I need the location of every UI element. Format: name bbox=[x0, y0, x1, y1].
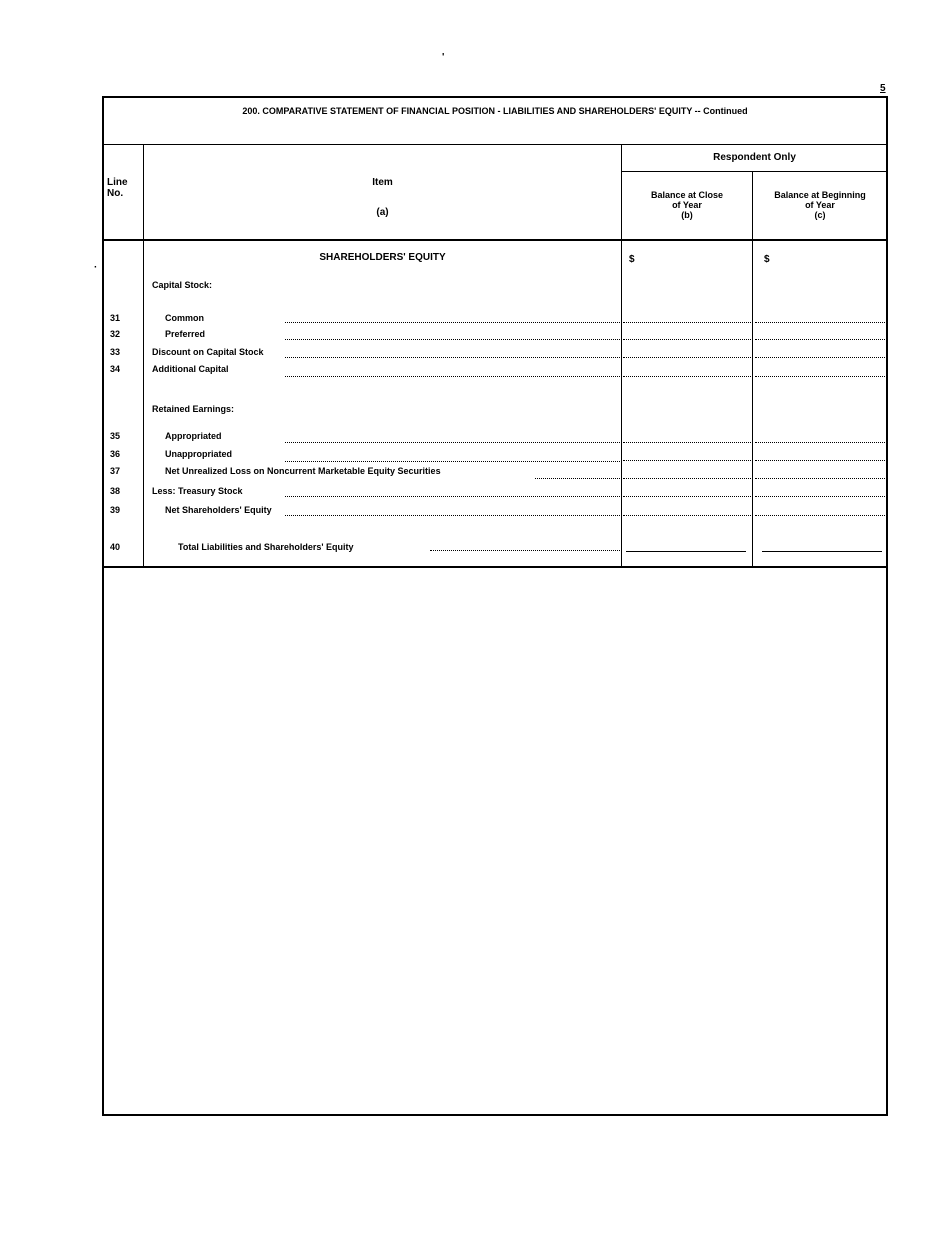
leader-dots bbox=[285, 461, 620, 462]
amount-c-field[interactable] bbox=[755, 442, 885, 443]
line-number: 33 bbox=[110, 347, 121, 357]
currency-b: $ bbox=[629, 254, 635, 265]
respondent-rule bbox=[622, 171, 887, 172]
line-number: 32 bbox=[110, 329, 121, 339]
amount-c-field[interactable] bbox=[755, 460, 885, 461]
amount-c-field[interactable] bbox=[755, 357, 885, 358]
leader-dots bbox=[285, 515, 620, 516]
line-number: 40 bbox=[110, 542, 121, 552]
line-number: 34 bbox=[110, 364, 121, 374]
header-bottom-rule bbox=[103, 239, 887, 241]
item-header: Item bbox=[372, 177, 393, 188]
col-b-code: (b) bbox=[681, 210, 693, 220]
amount-c-field[interactable] bbox=[755, 478, 885, 479]
line-number: 39 bbox=[110, 505, 121, 515]
amount-b-field[interactable] bbox=[623, 478, 751, 479]
col-c-code: (c) bbox=[814, 210, 826, 220]
line-label: Line bbox=[107, 177, 128, 188]
amount-c-field[interactable] bbox=[755, 496, 885, 497]
row-label: Discount on Capital Stock bbox=[152, 347, 264, 357]
amount-b-field[interactable] bbox=[623, 515, 751, 516]
total-b-field[interactable] bbox=[626, 551, 746, 552]
line-number: 38 bbox=[110, 486, 121, 496]
amount-b-field[interactable] bbox=[623, 460, 751, 461]
table-bottom-rule bbox=[103, 566, 887, 568]
row-label: Net Shareholders' Equity bbox=[165, 505, 272, 515]
amount-c-field[interactable] bbox=[755, 515, 885, 516]
stray-dot: · bbox=[94, 262, 98, 273]
currency-c: $ bbox=[764, 254, 770, 265]
form-frame bbox=[102, 96, 888, 1116]
col-c-header bbox=[753, 190, 887, 220]
section-title: SHAREHOLDERS' EQUITY bbox=[319, 252, 446, 263]
total-c-field[interactable] bbox=[762, 551, 882, 552]
row-label: Preferred bbox=[165, 329, 206, 339]
leader-dots bbox=[285, 376, 620, 377]
row-label: Total Liabilities and Shareholders' Equity bbox=[178, 542, 354, 552]
col-c-header-line1: Balance at Beginning bbox=[774, 190, 866, 200]
row-label: Common bbox=[165, 313, 204, 323]
page-number: 5 bbox=[880, 83, 886, 94]
retained-earnings-heading: Retained Earnings: bbox=[152, 404, 235, 414]
line-number: 37 bbox=[110, 466, 121, 476]
amount-b-field[interactable] bbox=[623, 376, 751, 377]
line-number: 36 bbox=[110, 449, 121, 459]
leader-dots bbox=[285, 442, 620, 443]
row-label: Additional Capital bbox=[152, 364, 229, 374]
col-b-header bbox=[622, 190, 752, 220]
amount-b-field[interactable] bbox=[623, 322, 751, 323]
amount-c-field[interactable] bbox=[755, 376, 885, 377]
item-code: (a) bbox=[376, 207, 389, 218]
col-b-header-line2: of Year bbox=[672, 200, 702, 210]
no-label: No. bbox=[107, 188, 124, 199]
leader-dots bbox=[285, 357, 620, 358]
header-top-rule bbox=[103, 144, 887, 145]
amount-c-field[interactable] bbox=[755, 339, 885, 340]
row-label: Less: Treasury Stock bbox=[152, 486, 243, 496]
row-label: Unappropriated bbox=[165, 449, 233, 459]
row-label: Net Unrealized Loss on Noncurrent Marketable Equity Securities bbox=[165, 466, 441, 476]
amount-b-field[interactable] bbox=[623, 339, 751, 340]
stray-mark: ' bbox=[442, 52, 445, 63]
col-c-divider bbox=[752, 172, 753, 567]
col-c-header-line2: of Year bbox=[805, 200, 835, 210]
col-b-header-line1: Balance at Close bbox=[650, 190, 724, 200]
leader-dots bbox=[535, 478, 620, 479]
line-number: 31 bbox=[110, 313, 121, 323]
amount-b-field[interactable] bbox=[623, 357, 751, 358]
amount-b-field[interactable] bbox=[623, 442, 751, 443]
capital-stock-heading: Capital Stock: bbox=[152, 280, 213, 290]
leader-dots bbox=[285, 339, 620, 340]
page-title: 200. COMPARATIVE STATEMENT OF FINANCIAL POSITION - LIABILITIES AND SHAREHOLDERS' EQUITY -- Continued bbox=[242, 106, 748, 116]
amount-c-field[interactable] bbox=[755, 322, 885, 323]
amount-b-field[interactable] bbox=[623, 496, 751, 497]
line-number: 35 bbox=[110, 431, 121, 441]
respondent-only-header: Respondent Only bbox=[713, 152, 796, 163]
leader-dots bbox=[285, 496, 620, 497]
row-label: Appropriated bbox=[165, 431, 222, 441]
leader-dots bbox=[285, 322, 620, 323]
leader-dots bbox=[430, 550, 620, 551]
